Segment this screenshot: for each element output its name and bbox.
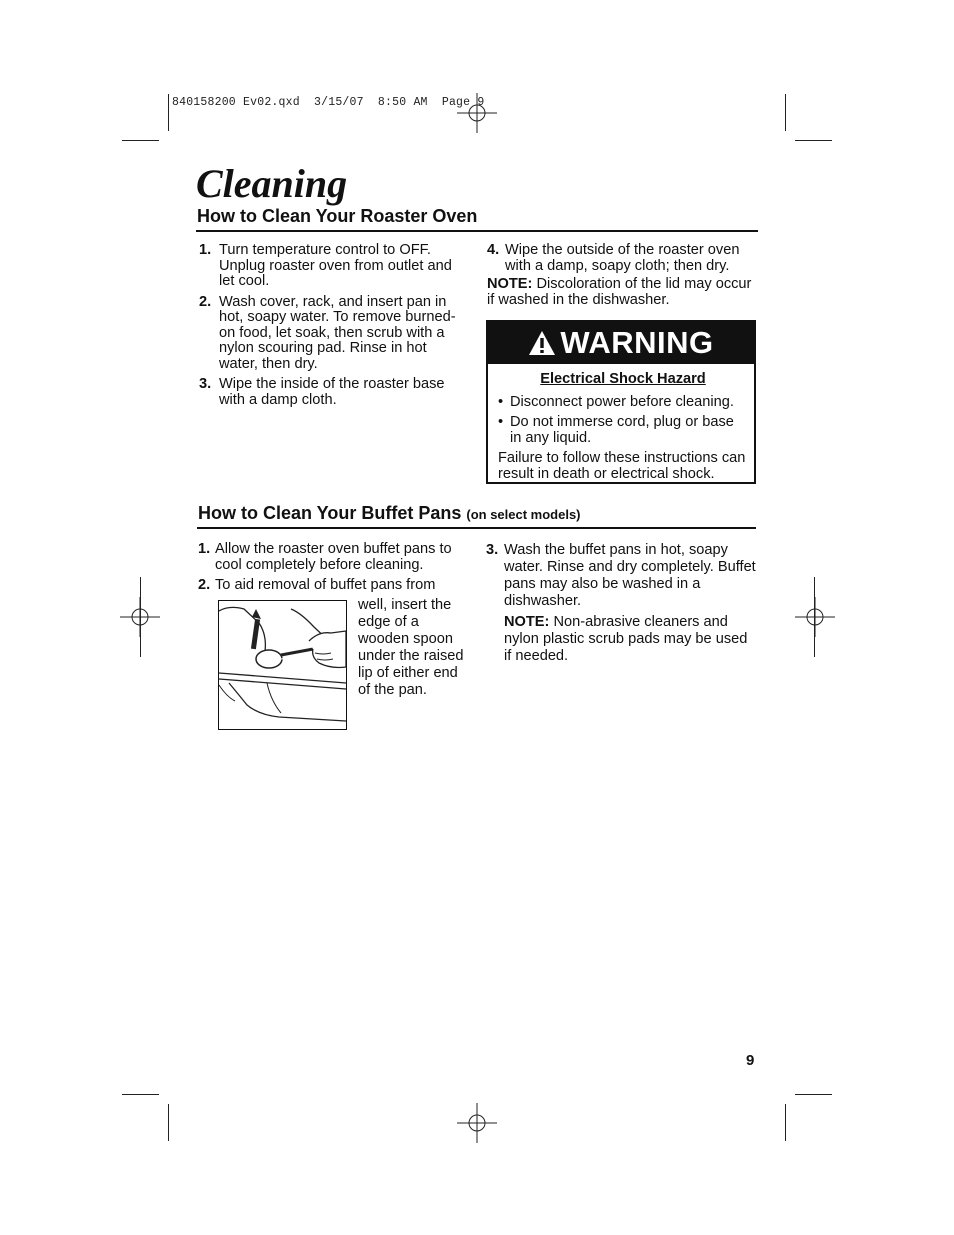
registration-mark-icon <box>457 1103 497 1143</box>
step-number: 3. <box>486 542 499 558</box>
step-number: 2. <box>199 293 212 310</box>
list-item <box>486 542 758 610</box>
step-text: To aid removal of buffet pans from <box>215 577 436 593</box>
warning-label: WARNING <box>560 325 714 360</box>
registration-mark-icon <box>795 597 835 637</box>
section-heading-text: How to Clean Your Buffet Pans <box>198 503 462 523</box>
warning-triangle-icon <box>528 330 556 356</box>
warning-bullet <box>498 395 748 411</box>
section-heading-sub: (on select models) <box>466 507 581 522</box>
crop-mark <box>168 94 169 131</box>
warning-body <box>488 364 754 482</box>
section-rule <box>196 230 758 232</box>
step-text: Wipe the outside of the roaster oven with a damp, soapy cloth; then dry. <box>505 242 740 274</box>
section-heading-buffet <box>198 503 581 524</box>
crop-mark <box>785 94 786 131</box>
crop-mark <box>122 140 159 141</box>
page-number: 9 <box>746 1052 755 1069</box>
step-text: Wipe the inside of the roaster base with a damp cloth. <box>219 376 445 408</box>
crop-mark <box>795 140 832 141</box>
print-slug: 840158200 Ev02.qxd 3/15/07 8:50 AM Page 9 <box>172 96 485 109</box>
crop-mark <box>795 1094 832 1095</box>
warning-header <box>488 322 754 364</box>
list-item <box>198 578 470 594</box>
list-item <box>487 243 759 274</box>
note-label: NOTE: <box>504 614 550 630</box>
bullet-text: Do not immerse cord, plug or base in any liquid. <box>510 414 734 446</box>
crop-mark <box>140 577 141 657</box>
section-heading-roaster: How to Clean Your Roaster Oven <box>197 206 478 226</box>
hazard-title: Electrical Shock Hazard <box>540 371 706 387</box>
note-label: NOTE: <box>487 276 533 292</box>
step-number: 1. <box>198 541 211 557</box>
crop-mark <box>814 577 815 657</box>
warning-box <box>486 320 756 484</box>
roaster-steps-right <box>487 243 759 308</box>
bullet-icon: • <box>498 393 504 410</box>
warning-bullet <box>498 415 748 446</box>
page-title: Cleaning <box>196 161 348 206</box>
bullet-icon: • <box>498 414 504 430</box>
note-text: Discoloration of the lid may occur if washed in the dishwasher. <box>487 276 752 308</box>
buffet-steps-left <box>198 542 470 599</box>
step-number: 1. <box>199 242 212 258</box>
spoon-lifting-pan-image <box>219 601 346 729</box>
registration-mark-icon <box>457 93 497 133</box>
crop-mark <box>785 1104 786 1141</box>
roaster-steps-left <box>199 243 467 413</box>
step-number: 4. <box>487 242 500 258</box>
roaster-note <box>487 277 759 308</box>
crop-mark <box>168 1104 169 1141</box>
buffet-steps-right <box>486 542 758 665</box>
step-text: Wash cover, rack, and insert pan in hot, soapy water. To remove burned-on food, let soak, then scrub with a nylon scouring pad. Rinse in hot water, then dry. <box>219 293 456 372</box>
step-text: Allow the roaster oven buffet pans to cool completely before cleaning. <box>215 541 452 573</box>
step-number: 2. <box>198 577 211 593</box>
list-item <box>199 243 467 290</box>
list-item <box>198 542 470 573</box>
spoon-illustration <box>218 600 347 730</box>
step-number: 3. <box>199 376 212 392</box>
step-text: Turn temperature control to OFF. Unplug roaster oven from outlet and let cool. <box>219 242 452 289</box>
crop-mark <box>122 1094 159 1095</box>
section-rule <box>197 527 756 529</box>
bullet-text: Disconnect power before cleaning. <box>510 393 734 410</box>
list-item <box>199 377 467 408</box>
warning-footer: Failure to follow these instructions can result in death or electrical shock. <box>498 450 746 482</box>
list-item <box>199 295 467 373</box>
step-text: Wash the buffet pans in hot, soapy water. Rinse and dry completely. Buffet pans may also be washed in a dishwasher. <box>504 542 756 609</box>
buffet-note <box>486 614 758 665</box>
note-text: Non-abrasive cleaners and nylon plastic scrub pads may be used if needed. <box>504 614 748 664</box>
buffet-step-2-wrap: well, insert the edge of a wooden spoon under the raised lip of either end of the pan. <box>358 597 464 698</box>
